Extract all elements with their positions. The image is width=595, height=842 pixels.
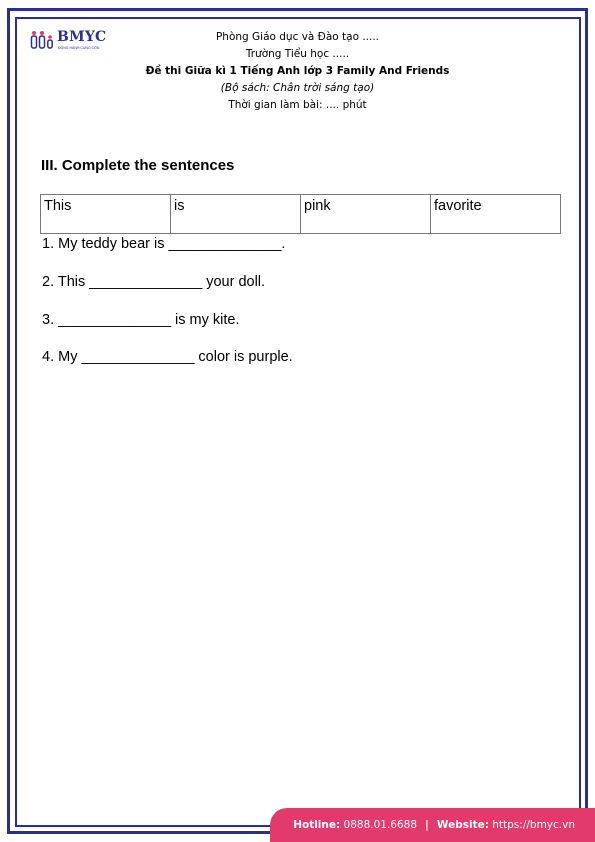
hotline-number[interactable]: 0888.01.6688 <box>343 819 418 831</box>
word-box-cell: This <box>41 195 171 234</box>
word-box-cell: is <box>171 195 301 234</box>
bmyc-logo <box>30 28 110 54</box>
hotline-label: Hotline: <box>293 819 341 831</box>
sentence-1: 1. My teddy bear is ______________. <box>42 236 286 252</box>
footer-contact-bar <box>270 808 595 842</box>
exam-header <box>100 29 495 114</box>
website-link[interactable]: https://bmyc.vn <box>492 819 575 831</box>
family-figures-icon <box>30 30 56 50</box>
logo-brand-text: BMYC <box>57 29 107 45</box>
logo-tagline: ĐỒNG HÀNH CÙNG CON <box>58 46 100 50</box>
header-department: Phòng Giáo dục và Đào tạo ..... <box>215 31 380 43</box>
website-label: Website: <box>436 819 489 831</box>
word-box-row <box>41 195 561 234</box>
sentence-4: 4. My ______________ color is purple. <box>42 349 293 365</box>
word-box-table <box>40 194 561 234</box>
header-school: Trường Tiểu học ..... <box>245 48 350 60</box>
word-box-cell: pink <box>301 195 431 234</box>
section-title: III. Complete the sentences <box>41 157 235 174</box>
header-exam-title: Đề thi Giữa kì 1 Tiếng Anh lớp 3 Family And Friends <box>145 65 450 77</box>
word-box-cell: favorite <box>431 195 561 234</box>
header-duration: Thời gian làm bài: .... phút <box>228 99 367 111</box>
sentence-3: 3. ______________ is my kite. <box>42 312 240 328</box>
footer-separator: | <box>425 819 429 831</box>
header-book-series: (Bộ sách: Chân trời sáng tạo) <box>220 82 375 94</box>
page-inner-border <box>15 17 581 827</box>
sentence-2: 2. This ______________ your doll. <box>42 274 266 290</box>
